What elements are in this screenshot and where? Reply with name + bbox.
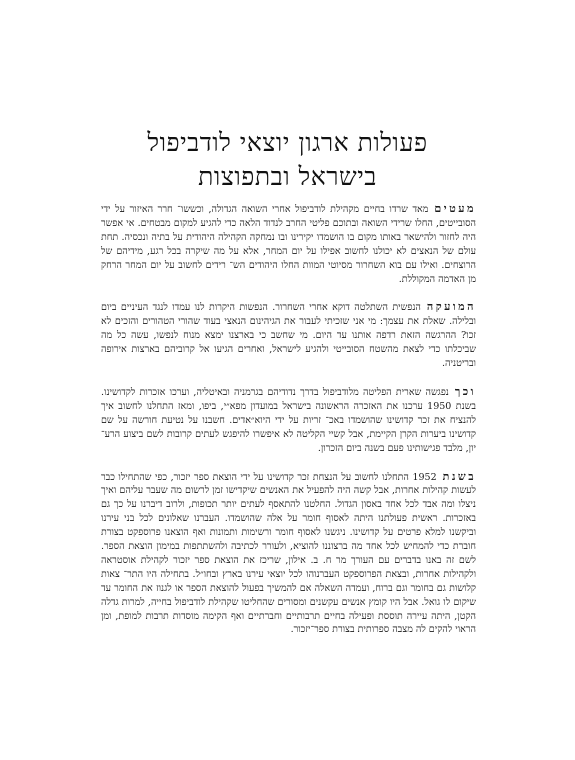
paragraph-lead-word: וכך (454, 384, 476, 398)
paragraph-text: נפגשה שארית הפליטה מלודביפול בדרך נדודיהם בגרמניה ובאיטליה, וערכו אזכרות לקדושינו. בשנת 1950 ערכנו את האזכרה הראשונה בישראל במועדון מפא״י, ביפו, ומאז התחלנו לחשוב איך להנציח את זכר קדושינו שהושמדו באכ־ זריות על ידי היוא״אדים. חשבנו על נטיעת חורשה על שם קדושינו ביערות הקרן הקיימת, אבל קשיי הקליטה לא איפשרו להיפגש לעתים קרובות לשם ביצוע הרע־ יון, מלבד פגישותינו פעם בשנה ביום הזכרון. (101, 386, 476, 454)
paragraph-text: מאד שרדו בחיים מקהילת לודביפול אחרי השואה הגדולה, וכששו־ חרר האיזור על ידי הסובייטים, החלו שרידי השואה ובתוכם פליטי החרב לנדוד הלאה כדי להגיע למקום מבטחים. אי אפשר היה לחזור ולהישאר באותו מקום בו הושמדו יקירינו ובו נמחקה הקהילה היהודית על בתיה ונכסיה. תחת עולם של הנאצים לא יכולנו לחשוב אפילו על יום המחר, אלא על מה שיקרה בכל רגע, מידיהם של הרוצחים. ואילו עם בוא השחרור מסיוטי המוות החלו היהודים הש־ רידים לחשוב על יום המחר הרחק מן האדמה המקוללת. (101, 204, 476, 285)
paragraph-2 (101, 300, 476, 371)
paragraph-lead-word: בשנת (442, 469, 476, 483)
paragraph-4 (101, 470, 476, 638)
page-title-line-1: פעולות ארגון יוצאי לודביפול (147, 128, 428, 157)
paragraph-lead-word: מעטים (434, 202, 476, 215)
page-title-line-2: בישראל ובתפוצות (198, 162, 377, 191)
paragraph-text: 1952 התחלנו לחשוב על הנצחת זכר קדושינו על ידי הוצאת ספר יזכור, כפי שהתחילו כבר לעשות קהילות אחרות, אבל קשה היה להפעיל את האנשים שיקדישו זמן לרשום מה שעבר עליהם ואיך ניצלו ומה אבד לכל אחד באסון הגדול. החלטנו להתאסף לעתים יותר תכופות, ולרוב דיברנו על כך גם באזכרות. ראשית פעולתנו היתה לאסוף חומר על אלה שהושמדו. העברנו שאלונים לכל בני עירנו וביקשנו למלא פרטים על קדושינו. ניגשנו לאסוף חומר ורשימות ותמונות ואף הוצאנו פרוספקט בצורת חוברת כדי להמחיש לכל אחד מה ברצוננו להוציא, ולעורר לכתיבה ולהשתתפות במימון הוצאת הספר. לשם זה באנו בדברים עם העורך מר ח. ב. אילון, שריכז את הוצאת ספר יזכור לקהילת אוסטראה ולקהילות אחרות, ובצאת הפרוספקט העברנוהו לכל יוצאי עירנו בארץ ובחו״ל. בתחילה היו התר־ צאות קלושות גם בחומר וגם ברוח, ועמדה השאלה אם להמשיך בפעול להוצאת הספר או לגנוז את החומר עד שיקום לו גואל. אבל היו קומץ אנשים עקשנים ומסורים שהחליטו שקהילת לודביפול בחייה, למרות גדלה הקטן, היתה עיירה תוססת ופעילה בחיים תרבותיים וחברתיים ואף הקימה מוסדות תרבות למופת, ומן הראוי להקים לה מצבה ספרותית בצורת ספר־יזכור. (101, 471, 476, 636)
paragraph-lead-word: המועקה (426, 300, 476, 314)
paragraph-1 (101, 202, 476, 286)
article-body (101, 202, 476, 637)
paragraph-text: הנפשית השתלטה דוקא אחרי השחרור. הנפשות היקרות לנו עמדו לנגד העיניים ביום ובלילה. שאלת את עצמך: מי אני שזכיתי לעבור את הגיהינום הנאצי בעוד שהורי הטהורים והזכים לא זכו? ההרגשה הזאת רדפה אותנו עד היום. מי שחשב כי בארצנו ימצא מנוח לנפשו, עשה כל מה שביכלתו כדי לצאת מהשטח הסובייטי ולהגיע לישראל, ואחרים הגיעו אל קרוביהם בארצות אירופה ובריטניה. (101, 302, 476, 370)
paragraph-3 (101, 385, 476, 456)
